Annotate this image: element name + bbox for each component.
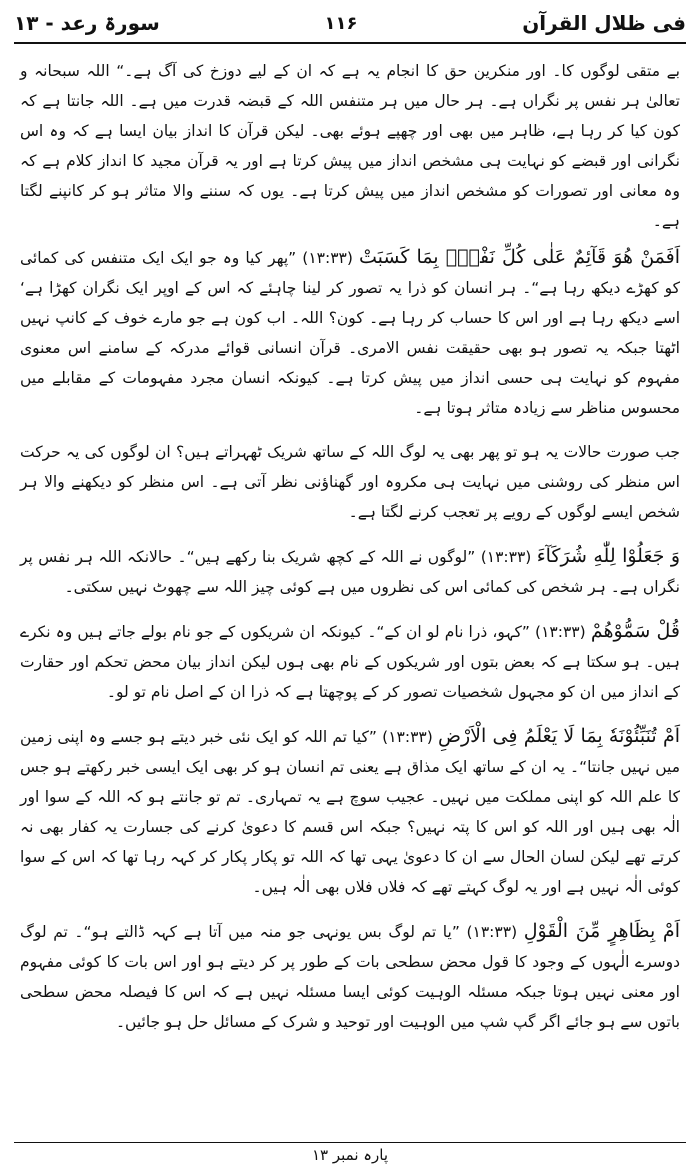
verse-reference: (۱۳:۳۳)	[302, 249, 353, 267]
verse-reference: (۱۳:۳۳)	[382, 728, 433, 746]
paragraph	[20, 56, 680, 236]
paragraph-text: ”پھر کیا وہ جو ایک ایک متنفس کی کمائی کو کھڑے دیکھ رہا ہے“۔ ہر انسان کو ذرا یہ تصور کر لینا چاہئے کہ اس کے اوپر ایک نگران کھڑا ہے‘ اسے دیکھ رہا ہے اور اس کا حساب کر رہا ہے۔ کون؟ اللہ۔ اب کون ہے جو مارے خوف کے کانپ نہیں اٹھتا جبکہ یہ تصور ہو بھی حقیقت نفس الامری۔ قرآن انسانی قوائے مدرکہ کے سامنے اس معنوی مفہوم کو نہایت ہی حسی انداز میں پیش کرتا ہے۔ کیونکہ انسان مجرد مفہومات کے مقابلے میں محسوس مناظر سے زیادہ متاثر ہوتا ہے۔	[20, 249, 680, 417]
paragraph-text: ”یا تم لوگ بس یونہی جو منہ میں آتا ہے کہہ ڈالتے ہو“۔ تم لوگ دوسرے الٰہوں کے وجود کا قول محض سطحی بات کے طور پر کر دیتے ہو اور اس بات کا کوئی مفہوم اور معنی نہیں ہوتا جبکہ مسئلہ الوہیت کوئی ایسا مسئلہ نہیں ہے کہ اس کا فیصلہ محض سطحی باتوں سے ہو جائے اگر گپ شپ میں الوہیت اور توحید و شرک کے مسائل حل ہو جائیں۔	[20, 923, 680, 1031]
quran-verse: وَ جَعَلُوْا لِلّٰهِ شُرَكَآءَ	[536, 545, 680, 567]
quran-verse: قُلْ سَمُّوْهُمْ	[590, 620, 680, 642]
paragraph-text: ”کہو، ذرا نام لو ان کے“۔ کیونکہ ان شریکوں کے جو نام بولے جاتے ہیں وہ نکرے ہیں۔ ہو سکتا ہے کہ بعض بتوں اور شریکوں کے نام بھی ہوں لیکن انداز بیان محض تحکم اور حقارت کے انداز میں ان کو مجہول شخصیات تصور کر کے پوچھتا ہے کہ ذرا ان کے اصل نام تو لو۔	[20, 623, 680, 701]
paragraph	[20, 437, 680, 527]
quran-verse: اَفَمَنْ هُوَ قَآئِمٌ عَلٰى كُلِّ نَفْسٍۢ بِمَا كَسَبَتْ	[358, 246, 681, 268]
paragraph	[20, 721, 680, 902]
page-header	[14, 8, 686, 38]
page-number: ۱۱۶	[324, 12, 358, 34]
page-body	[20, 56, 680, 1051]
verse-reference: (۱۳:۳۳)	[466, 923, 518, 941]
paragraph	[20, 541, 680, 602]
footer-divider	[14, 1142, 686, 1143]
paragraph-text: جب صورت حالات یہ ہو تو پھر بھی یہ لوگ اللہ کے ساتھ شریک ٹھہراتے ہیں؟ ان لوگوں کی یہ حرکت اس منظر کی روشنی میں نہایت ہی مکروہ اور گھناؤنی نظر آتی ہے۔ اس منظر کو دیکھنے والا ہر شخص ایسے لوگوں کے رویے پر تعجب کرنے لگتا ہے۔	[20, 443, 680, 521]
paragraph-text: ”کیا تم اللہ کو ایک نئی خبر دیتے ہو جسے وہ اپنی زمین میں نہیں جانتا“۔ یہ ان کے ساتھ ایک مذاق ہے یعنی تم انسان ہو کر بھی ایک ایسی خبر رکھتے ہو جس کا علم اللہ کو اپنی مملکت میں نہیں۔ عجیب سوچ ہے یہ تمہاری۔ تم تو جانتے ہو کہ اللہ کے سوا اور الٰہ بھی ہیں اور اللہ کو اس کا پتہ نہیں؟ جبکہ اس قسم کا دعویٰ کرنے کی جسارت یہ کفار بھی نہ کرتے تھے لیکن لسان الحال سے ان کا دعویٰ یہی تھا کہ اللہ تو پکار پکار کر کہہ رہا تھا کہ اس کے سوا کوئی الٰہ نہیں ہے اور یہ لوگ کہتے تھے کہ فلاں فلاں بھی الٰہ ہیں۔	[20, 728, 680, 896]
paragraph-text: ”لوگوں نے اللہ کے کچھ شریک بنا رکھے ہیں“۔ حالانکہ اللہ ہر نفس پر نگراں ہے۔ ہر شخص کی کمائی اس کی نظروں میں ہے کوئی چیز اللہ سے چھوٹ نہیں سکتی۔	[20, 548, 680, 596]
quran-verse: اَمْ تُنَبِّئُوْنَهٗ بِمَا لَا یَعْلَمُ فِی الْاَرْضِ	[438, 725, 681, 747]
paragraph-text: بے متقی لوگوں کا۔ اور منکرین حق کا انجام یہ ہے کہ ان کے لیے دوزخ کی آگ ہے۔“ اللہ سبحانہ و تعالیٰ ہر نفس پر نگراں ہے۔ ہر حال میں ہر متنفس اللہ کے قبضہ قدرت میں ہے۔ اللہ جانتا ہے کہ کون کیا کر رہا ہے، ظاہر میں بھی اور چھپے ہوئے بھی۔ لیکن قرآن کا انداز بیان ایسا ہے کہ وہ اس نگرانی اور قبضے کو نہایت ہی مشخص انداز میں پیش کرتا ہے اور یہ قرآن مجید کا انداز کلام ہے کہ وہ معانی اور تصورات کو مشخص انداز میں پیش کرتا ہے۔ یوں کہ سننے والا متاثر ہو کر کانپنے لگتا ہے۔	[20, 62, 680, 230]
verse-reference: (۱۳:۳۳)	[480, 548, 532, 566]
verse-reference: (۱۳:۳۳)	[535, 623, 586, 641]
header-divider	[14, 42, 686, 44]
surah-label: سورۃ رعد - ۱۳	[14, 11, 160, 35]
paragraph	[20, 242, 680, 423]
juz-label: پارہ نمبر ۱۳	[311, 1146, 389, 1164]
book-title: فی ظلال القرآن	[522, 11, 686, 35]
page-footer	[0, 1146, 700, 1170]
paragraph	[20, 616, 680, 707]
paragraph	[20, 916, 680, 1037]
quran-verse: اَمْ بِظَاهِرٍ مِّنَ الْقَوْلِ	[523, 920, 680, 942]
